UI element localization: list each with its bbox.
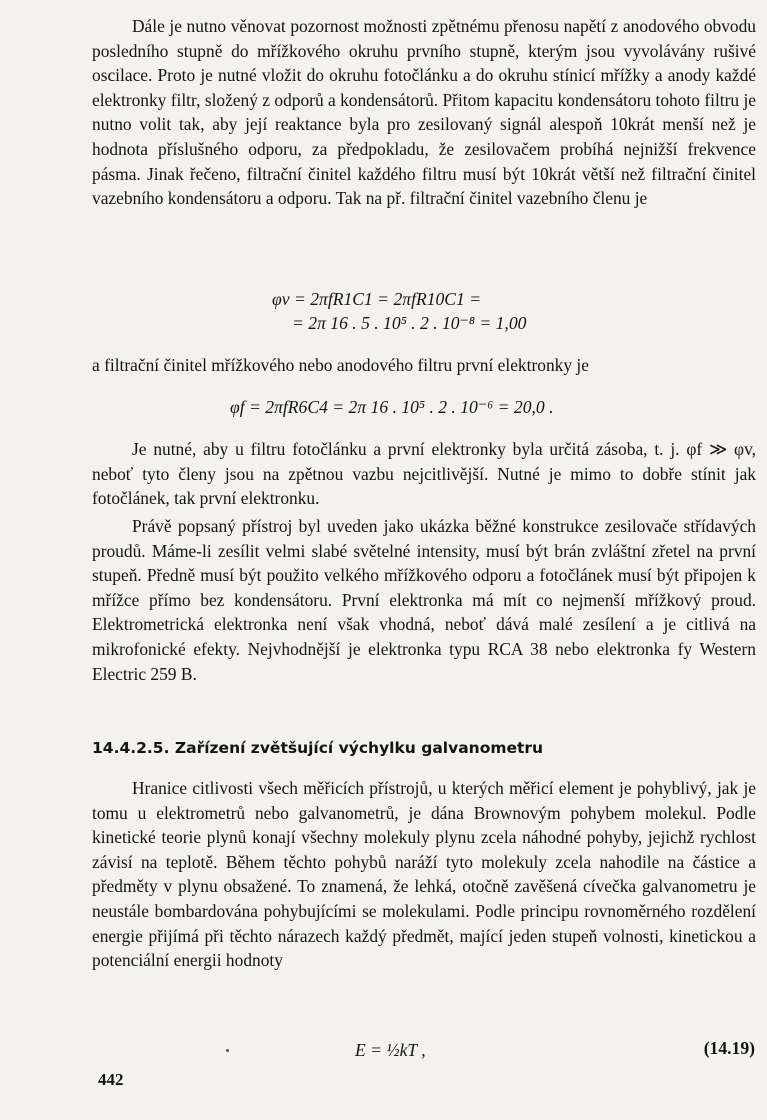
section-heading: 14.4.2.5. Zařízení zvětšující výchylku galvanometru — [92, 739, 544, 757]
paragraph-feedback-filter: Dále je nutno věnovat pozornost možnosti zpětnému přenosu napětí z anodového obvodu posledního stupně do mřížkového okruhu prvního stupně, kterým jsou vyvolávány rušivé oscilace. Proto je nutné vložit do okruhu fotočlánku a do okruhu stínicí mřížky a anody každé elektronky filtr, složený z odporů a kondensátorů. Přitom kapacitu kondensátoru tohoto filtru je nutno volit tak, aby její reaktance byla pro zesilovaný signál alespoň 10krát menší než je hodnota příslušného odporu, za předpokladu, že zesilovačem probíhá nejnižší frekvence pásma. Jinak řečeno, filtrační činitel každého filtru musí být 10krát větší než filtrační činitel vazebního kondensátoru a odporu. Tak na př. filtrační činitel vazebního členu je — [92, 16, 756, 209]
equation-filter-factor: φf = 2πfR6C4 = 2π 16 . 10⁵ . 2 . 10⁻⁶ = 20,0 . — [230, 397, 554, 417]
print-speck — [226, 1049, 229, 1052]
paragraph-reserve: Je nutné, aby u filtru fotočlánku a první elektronky byla určitá zásoba, t. j. φf ≫ φv, neboť tyto členy jsou na zpětnou vazbu nejcitlivější. Nutné je mimo to dobře stínit jak fotočlánek, tak první elektronku. — [92, 439, 756, 509]
equation-coupling-factor-line1: φv = 2πfR1C1 = 2πfR10C1 = — [272, 289, 482, 309]
paragraph-brownian-motion: Hranice citlivosti všech měřicích přístrojů, u kterých měřicí element je pohyblivý, jak je tomu u elektrometrů nebo galvanometrů, je dána Brownovým pohybem molekul. Podle kinetické teorie plynů konají všechny molekuly plynu zcela náhodné pohyby, jejichž rychlost závisí na teplotě. Během těchto pohybů naráží tyto molekuly zcela nahodile na částice a předměty v plynu obsažené. To znamená, že lehká, otočně zavěšená cívečka galvanometru je neustále bombardována pohybujícími se molekulami. Podle principu rovnoměrného rozdělení energie přijímá při těchto nárazech každý předmět, mající jeden stupeň volnosti, kinetickou a potenciální energii hodnoty — [92, 778, 756, 971]
equation-energy: E = ½kT , — [355, 1040, 426, 1060]
page-number: 442 — [98, 1070, 124, 1089]
equation-number: (14.19) — [703, 1038, 755, 1058]
paragraph-grid-filter: a filtrační činitel mřížkového nebo anodového filtru první elektronky je — [92, 355, 589, 375]
equation-coupling-factor-line2: = 2π 16 . 5 . 10⁵ . 2 . 10⁻⁸ = 1,00 — [292, 313, 527, 333]
paragraph-instrument: Právě popsaný přístroj byl uveden jako ukázka běžné konstrukce zesilovače střídavých proudů. Máme-li zesílit velmi slabé světelné intensity, musí být brán zvláštní zřetel na první stupeň. Předně musí být použito velkého mřížkového odporu a fotočlánek musí být připojen k mřížce přímo bez kondensátoru. První elektronka má mít co nejmenší mřížkový proud. Elektrometrická elektronka není však vhodná, neboť dává malé zesílení a je citlivá na mikrofonické efekty. Nejvhodnější je elektronka typu RCA 38 nebo elektronka fy Western Electric 259 B. — [92, 516, 756, 684]
